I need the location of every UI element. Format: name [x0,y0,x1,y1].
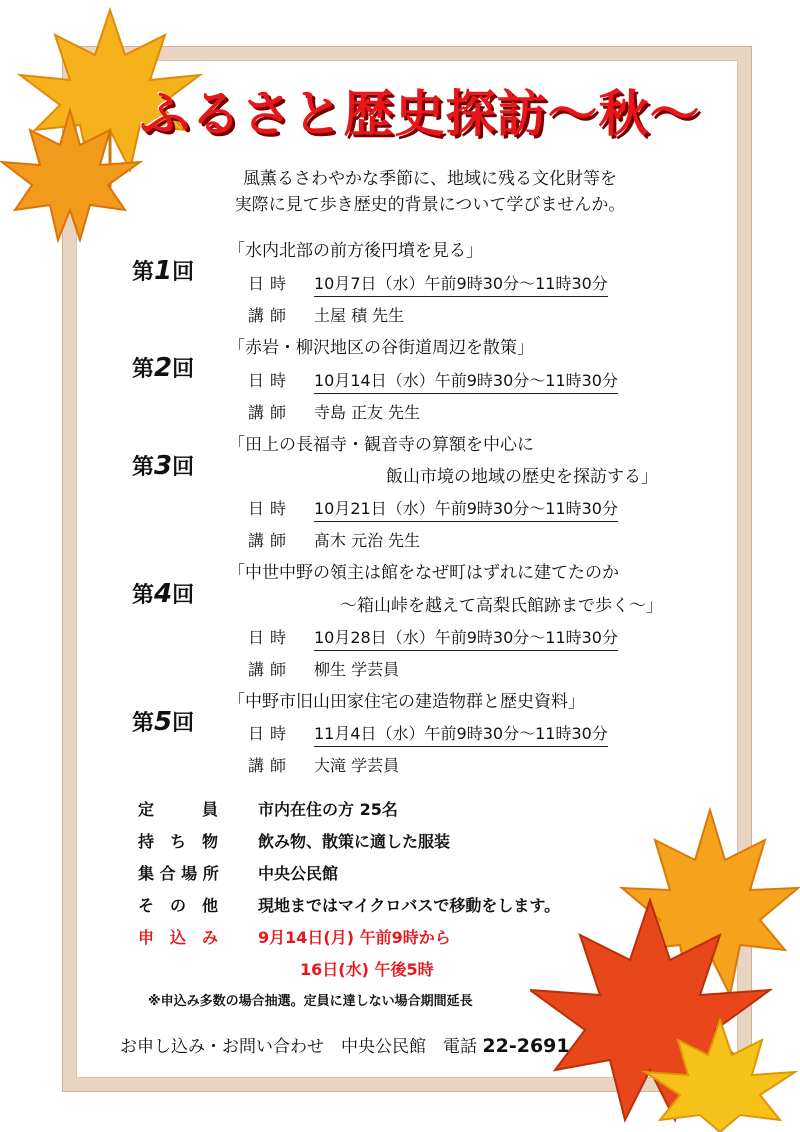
session-3-title-line-2: 飯山市境の地域の歴史を探訪する」 [386,467,658,487]
session-5-datetime: 11月4日（水）午前9時30分～11時30分 [314,721,608,747]
session-2-title: 「赤岩・柳沢地区の谷街道周辺を散策」 [228,338,534,358]
session-5-lecturer-label: 講師 [248,756,293,775]
session-4-date-label: 日時 [248,628,293,647]
contact-footer [120,1032,570,1057]
session-1-date-label: 日時 [248,274,293,293]
capacity-value: 市内在住の方 25名 [258,800,398,819]
session-5-lecturer: 大滝 学芸員 [314,756,400,775]
session-1-lecturer: 土屋 積 先生 [314,306,405,325]
session-3-lecturer-label: 講師 [248,531,293,550]
maple-leaf-bottom-right-yellow-icon [640,1010,800,1132]
session-2-date-label: 日時 [248,371,293,390]
session-4-title-line-2: ～箱山峠を越えて高梨氏館跡まで歩く～」 [340,596,663,616]
lottery-note: ※申込み多数の場合抽選。定員に達しない場合期間延長 [148,994,473,1009]
application-start: 9月14日(月) 午前9時から [258,928,451,947]
contact-phone: 22-2691 [482,1035,570,1057]
belongings-label: 持 ち 物 [138,832,219,851]
meeting-place-value: 中央公民館 [258,864,339,883]
intro-line-1: 風薫るさわやかな季節に、地域に残る文化財等を [243,169,617,189]
session-4-label: 第4回 [132,579,195,609]
session-3-title-line-1: 「田上の長福寺・観音寺の算額を中心に [228,435,534,455]
capacity-label: 定 員 [138,800,219,819]
belongings-value: 飲み物、散策に適した服装 [258,832,451,851]
session-2-lecturer-label: 講師 [248,403,293,422]
session-1-datetime: 10月7日（水）午前9時30分～11時30分 [314,271,608,297]
session-1-lecturer-label: 講師 [248,306,293,325]
session-5-title: 「中野市旧山田家住宅の建造物群と歴史資料」 [228,692,585,712]
session-2-label: 第2回 [132,353,195,383]
session-1-title: 「水内北部の前方後円墳を見る」 [228,241,483,261]
application-label: 申 込 み [138,928,219,947]
session-2-datetime: 10月14日（水）午前9時30分～11時30分 [314,368,618,394]
session-5-date-label: 日時 [248,724,293,743]
session-4-datetime: 10月28日（水）午前9時30分～11時30分 [314,625,618,651]
other-value: 現地まではマイクロバスで移動をします。 [258,896,561,915]
session-1-label: 第1回 [132,256,195,286]
application-deadline: 16日(水) 午後5時 [300,960,434,979]
intro-line-2: 実際に見て歩き歴史的背景について学びませんか。 [234,195,626,215]
session-3-label: 第3回 [132,451,195,481]
poster-title: ふるさと歴史探訪～秋～ [139,85,701,143]
meeting-place-label: 集 合 場 所 [138,864,219,883]
session-3-datetime: 10月21日（水）午前9時30分～11時30分 [314,496,618,522]
session-2-lecturer: 寺島 正友 先生 [314,403,421,422]
session-4-title-line-1: 「中世中野の領主は館をなぜ町はずれに建てたのか [228,563,619,583]
session-3-lecturer: 髙木 元治 先生 [314,531,421,550]
session-5-label: 第5回 [132,707,195,737]
session-4-lecturer: 柳生 学芸員 [314,660,400,679]
other-label: そ の 他 [138,896,219,915]
contact-text: お申し込み・お問い合わせ 中央公民館 電話 [120,1037,477,1057]
session-3-date-label: 日時 [248,499,293,518]
session-4-lecturer-label: 講師 [248,660,293,679]
